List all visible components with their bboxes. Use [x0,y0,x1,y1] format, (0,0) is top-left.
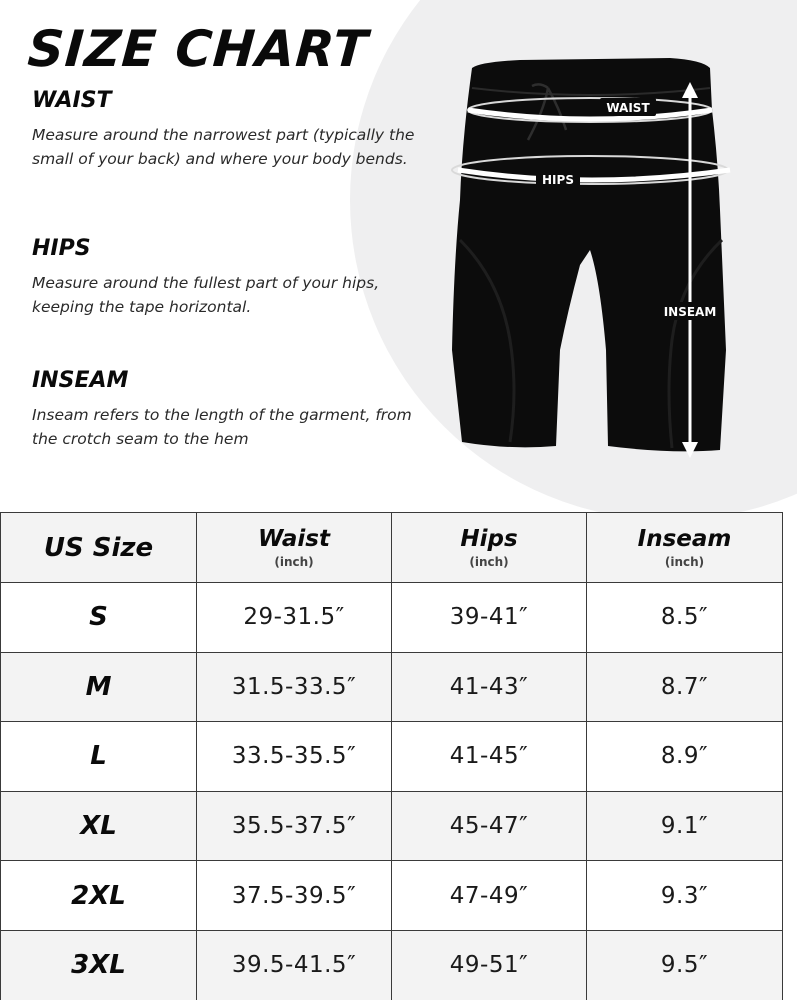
inseam-cell: 9.1″ [587,791,783,861]
table-row [1,583,783,653]
table-row [1,722,783,792]
size-table [0,512,783,1000]
inseam-section [32,368,432,451]
table-row [1,930,783,1000]
page-title: SIZE CHART [25,20,371,78]
hips-description: Measure around the fullest part of your hips, keeping the tape horizontal. [32,274,380,316]
size-cell: M [1,652,197,722]
inseam-label: INSEAM [663,305,717,319]
waist-cell: 35.5-37.5″ [197,791,392,861]
waist-section [32,88,432,171]
inseam-cell: 8.7″ [587,652,783,722]
size-table-container [0,512,782,1000]
size-cell: XL [1,791,197,861]
size-cell: 3XL [1,930,197,1000]
waist-cell: 39.5-41.5″ [197,930,392,1000]
size-cell: L [1,722,197,792]
waist-description: Measure around the narrowest part (typically the small of your back) and where your body bends. [32,126,415,168]
header-waist: Waist (inch) [197,513,392,583]
inseam-cell: 8.9″ [587,722,783,792]
waist-cell: 33.5-35.5″ [197,722,392,792]
inseam-cell: 8.5″ [587,583,783,653]
header-us-size: US Size [1,513,197,583]
hips-label: HIPS [542,173,574,187]
hips-section [32,236,432,319]
inseam-cell: 9.5″ [587,930,783,1000]
hips-cell: 45-47″ [392,791,587,861]
hips-cell: 39-41″ [392,583,587,653]
table-header-row [1,513,783,583]
shorts-illustration [440,50,770,470]
waist-cell: 29-31.5″ [197,583,392,653]
waist-cell: 31.5-33.5″ [197,652,392,722]
table-row [1,791,783,861]
hips-cell: 41-43″ [392,652,587,722]
size-cell: 2XL [1,861,197,931]
size-cell: S [1,583,197,653]
waist-label: WAIST [606,101,650,115]
table-row [1,652,783,722]
inseam-description: Inseam refers to the length of the garment, from the crotch seam to the hem [32,406,412,448]
waist-heading: WAIST [32,88,112,113]
table-row [1,861,783,931]
header-inseam: Inseam (inch) [587,513,783,583]
hips-cell: 49-51″ [392,930,587,1000]
inseam-cell: 9.3″ [587,861,783,931]
hips-cell: 47-49″ [392,861,587,931]
header-hips: Hips (inch) [392,513,587,583]
waist-cell: 37.5-39.5″ [197,861,392,931]
hips-cell: 41-45″ [392,722,587,792]
hips-heading: HIPS [32,236,91,261]
inseam-heading: INSEAM [32,368,129,393]
